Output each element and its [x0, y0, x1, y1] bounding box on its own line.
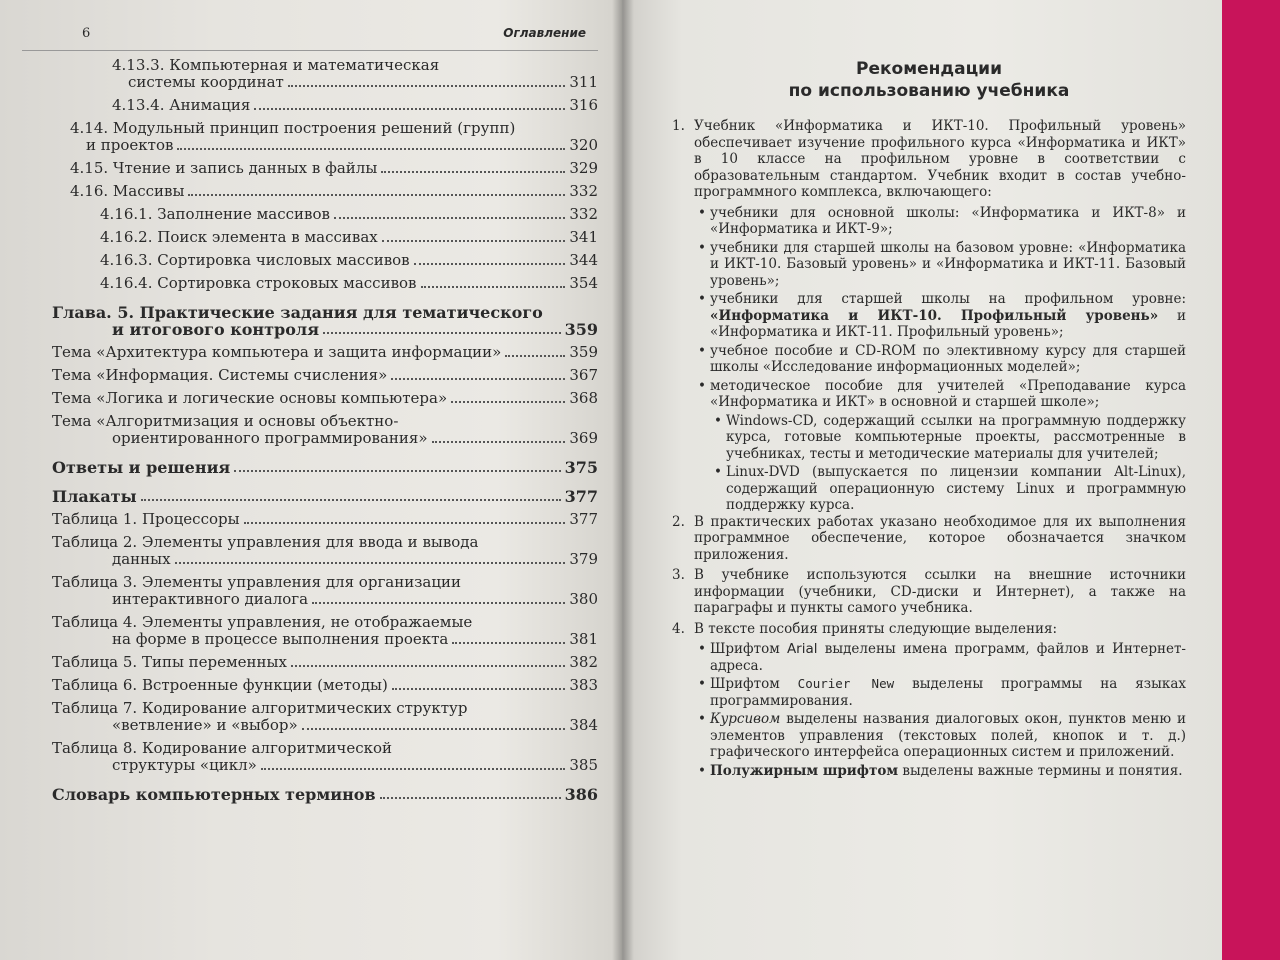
toc-entry	[22, 252, 598, 269]
toc-entry-text: ориентированного программирования»	[112, 429, 428, 447]
leader-dots	[382, 240, 566, 242]
toc-entry-text: Таблица 7. Кодирование алгоритмических структур	[52, 699, 468, 717]
leader-dots	[291, 665, 565, 667]
toc-page-number: 369	[569, 429, 598, 447]
title-line-1: Рекомендации	[855, 59, 1002, 79]
leader-dots	[234, 470, 560, 472]
toc-page-number: 359	[569, 343, 598, 361]
toc-entry-text: системы координат	[128, 73, 284, 91]
toc-page-number: 341	[569, 228, 598, 246]
leader-dots	[391, 378, 565, 380]
toc-entry-text: Ответы и решения	[52, 458, 231, 477]
toc-entry-text: Тема «Алгоритмизация и основы объектно-	[52, 412, 399, 430]
toc-page-number: 375	[564, 458, 598, 477]
toc-entry	[22, 120, 598, 154]
toc-page-number: 380	[569, 590, 598, 608]
book-spine-shadow	[612, 0, 634, 960]
toc-page-number: 367	[569, 366, 598, 384]
bullet-item: • учебное пособие и CD-ROM по элективному курсу для старшей школы «Исследование информационных моделей»;	[698, 342, 1186, 375]
leader-dots	[392, 688, 566, 690]
leader-dots	[414, 263, 566, 265]
leader-dots	[323, 332, 561, 334]
leader-dots	[244, 522, 566, 524]
toc-entry	[22, 57, 598, 91]
toc-entry-text: структуры «цикл»	[112, 756, 257, 774]
list-item: 3. В учебнике используются ссылки на внешние источники информации (учебники, CD-диски и Интернет), а также на параграфы и пункты самого учебника.	[672, 567, 1186, 616]
toc-entry-text: Таблица 4. Элементы управления, не отображаемые	[52, 613, 473, 631]
toc-entry-text: 4.16.1. Заполнение массивов	[100, 205, 330, 223]
toc-page-number: 382	[569, 653, 598, 671]
toc-entry	[22, 413, 598, 447]
toc-entry-text: и итогового контроля	[112, 320, 320, 339]
leader-dots	[177, 148, 565, 150]
toc-page-number: 329	[569, 159, 598, 177]
toc-page-number: 311	[569, 73, 598, 91]
section-title	[672, 58, 1186, 102]
toc-entry	[22, 160, 598, 177]
toc-entry-text: Таблица 6. Встроенные функции (методы)	[52, 676, 388, 694]
leader-dots	[288, 85, 566, 87]
recommendations	[672, 118, 1186, 779]
toc-entry-text: 4.16.4. Сортировка строковых массивов	[100, 274, 417, 292]
toc-entry	[22, 677, 598, 694]
toc-entry-text: Тема «Информация. Системы счисления»	[52, 366, 388, 384]
leader-dots	[261, 768, 566, 770]
toc-entry-text: Плакаты	[52, 487, 137, 506]
toc-entry	[22, 97, 598, 114]
page-number: 6	[82, 26, 91, 41]
toc-page-number: 344	[569, 251, 598, 269]
bullet-item: • учебники для старшей школы на базовом уровне: «Информатика и ИКТ-10. Базовый уровень» и «Информатика и ИКТ-11. Базовый уровень»;	[698, 239, 1186, 289]
toc-page-number: 368	[569, 389, 598, 407]
title-line-2: по использованию учебника	[788, 81, 1070, 101]
running-title: Оглавление	[503, 26, 586, 40]
bullet-item: • Курсивом выделены названия диалоговых окон, пунктов меню и элементов управления (текстовых полей, кнопок и т. д.) графического интерфейса операционных систем и приложений.	[698, 711, 1186, 760]
leader-dots	[175, 562, 566, 564]
toc-page-number: 384	[569, 716, 598, 734]
toc-page-number: 316	[569, 96, 598, 114]
leader-dots	[421, 286, 566, 288]
toc-entry	[22, 534, 598, 568]
leader-dots	[451, 401, 565, 403]
list-item: 4. В тексте пособия приняты следующие выделения:	[672, 620, 1058, 637]
bullet-item: • Полужирным шрифтом выделены важные термины и понятия.	[698, 762, 1183, 779]
toc-entry	[22, 700, 598, 734]
left-page	[0, 0, 622, 960]
leader-dots	[312, 602, 565, 604]
toc-entry-text: Таблица 5. Типы переменных	[52, 653, 287, 671]
toc-entry	[22, 229, 598, 246]
toc-entry-text: 4.16.3. Сортировка числовых массивов	[100, 251, 410, 269]
table-of-contents	[22, 57, 598, 803]
toc-entry	[22, 183, 598, 200]
leader-dots	[188, 194, 565, 196]
toc-entry-text: Таблица 1. Процессоры	[52, 510, 240, 528]
toc-entry-text: данных	[112, 550, 171, 568]
toc-entry-text: Таблица 2. Элементы управления для ввода и вывода	[52, 533, 479, 551]
toc-entry-text: 4.13.4. Анимация	[112, 96, 251, 114]
sub-bullet-item: • Linux-DVD (выпускается по лицензии компании Alt-Linux), содержащий операционную систему Linux и программную поддержку курса.	[714, 464, 1186, 513]
toc-page-number: 359	[564, 320, 598, 339]
toc-entry-text: 4.14. Модульный принцип построения решений (групп)	[70, 119, 516, 137]
toc-entry	[22, 488, 598, 505]
bullet-item: • Шрифтом Arial выделены имена программ, файлов и Интернет-адреса.	[698, 641, 1186, 674]
bullet-item: • Шрифтом Courier New выделены программы на языках программирования.	[698, 676, 1186, 709]
toc-entry-text: Таблица 3. Элементы управления для организации	[52, 573, 462, 591]
leader-dots	[432, 441, 566, 443]
leader-dots	[334, 217, 565, 219]
leader-dots	[452, 642, 565, 644]
toc-page-number: 377	[569, 510, 598, 528]
toc-page-number: 332	[569, 205, 598, 223]
leader-dots	[380, 797, 561, 799]
toc-entry	[22, 206, 598, 223]
toc-entry-text: интерактивного диалога	[112, 590, 309, 608]
toc-entry	[22, 574, 598, 608]
toc-entry	[22, 786, 598, 803]
toc-page-number: 385	[569, 756, 598, 774]
toc-page-number: 377	[564, 487, 598, 506]
bullet-item: • учебники для старшей школы на профильном уровне: «Информатика и ИКТ-10. Профильный уровень» и «Информатика и ИКТ-11. Профильный уровень»;	[698, 291, 1186, 340]
toc-page-number: 320	[569, 136, 598, 154]
toc-entry	[22, 614, 598, 648]
toc-entry-text: 4.15. Чтение и запись данных в файлы	[70, 159, 378, 177]
toc-entry-text: на форме в процессе выполнения проекта	[112, 630, 449, 648]
toc-page-number: 379	[569, 550, 598, 568]
leader-dots	[254, 108, 565, 110]
bullet-item: • учебники для основной школы: «Информатика и ИКТ-8» и «Информатика и ИКТ-9»;	[698, 204, 1186, 237]
sub-bullet-item: • Windows-CD, содержащий ссылки на программную поддержку курса, готовые компьютерные проекты, рассмотренные в учебниках, тесты и методические материалы для учителей;	[714, 412, 1186, 462]
leader-dots	[381, 171, 565, 173]
toc-entry	[22, 304, 598, 338]
toc-entry-text: Тема «Архитектура компьютера и защита информации»	[52, 343, 502, 361]
toc-page-number: 383	[569, 676, 598, 694]
toc-page-number: 381	[569, 630, 598, 648]
list-item: 2. В практических работах указано необходимое для их выполнения программное обеспечение, которое обозначается значком приложения.	[672, 513, 1186, 563]
toc-entry	[22, 511, 598, 528]
toc-entry-text: и проектов	[86, 136, 174, 154]
toc-page-number: 332	[569, 182, 598, 200]
toc-entry	[22, 275, 598, 292]
toc-entry	[22, 459, 598, 476]
toc-entry-text: 4.13.3. Компьютерная и математическая	[112, 56, 440, 74]
right-page	[622, 0, 1222, 960]
toc-entry	[22, 367, 598, 384]
toc-entry	[22, 390, 598, 407]
toc-entry-text: Словарь компьютерных терминов	[52, 785, 376, 804]
toc-entry-text: 4.16. Массивы	[70, 182, 185, 200]
toc-entry	[22, 654, 598, 671]
leader-dots	[505, 355, 565, 357]
toc-entry-text: Тема «Логика и логические основы компьютера»	[52, 389, 448, 407]
toc-page-number: 354	[569, 274, 598, 292]
toc-entry	[22, 740, 598, 774]
leader-dots	[302, 728, 566, 730]
toc-entry-text: «ветвление» и «выбор»	[112, 716, 298, 734]
list-item: 1. Учебник «Информатика и ИКТ-10. Профильный уровень» обеспечивает изучение профильного курса «Информатика и ИКТ» в 10 классе на профильном уровне в соответствии с образовательным стандартом. Учебник входит в состав учебно-программного комплекса, включающего:	[672, 118, 1186, 200]
toc-entry-text: 4.16.2. Поиск элемента в массивах	[100, 228, 378, 246]
toc-entry-text: Таблица 8. Кодирование алгоритмической	[52, 739, 392, 757]
toc-page-number: 386	[564, 785, 598, 804]
toc-entry	[22, 344, 598, 361]
bullet-item: • методическое пособие для учителей «Преподавание курса «Информатика и ИКТ» в основной и старшей школе»;	[698, 377, 1186, 410]
running-header	[22, 26, 598, 51]
leader-dots	[141, 499, 561, 501]
toc-entry-text: Глава. 5. Практические задания для тематического	[52, 303, 543, 322]
